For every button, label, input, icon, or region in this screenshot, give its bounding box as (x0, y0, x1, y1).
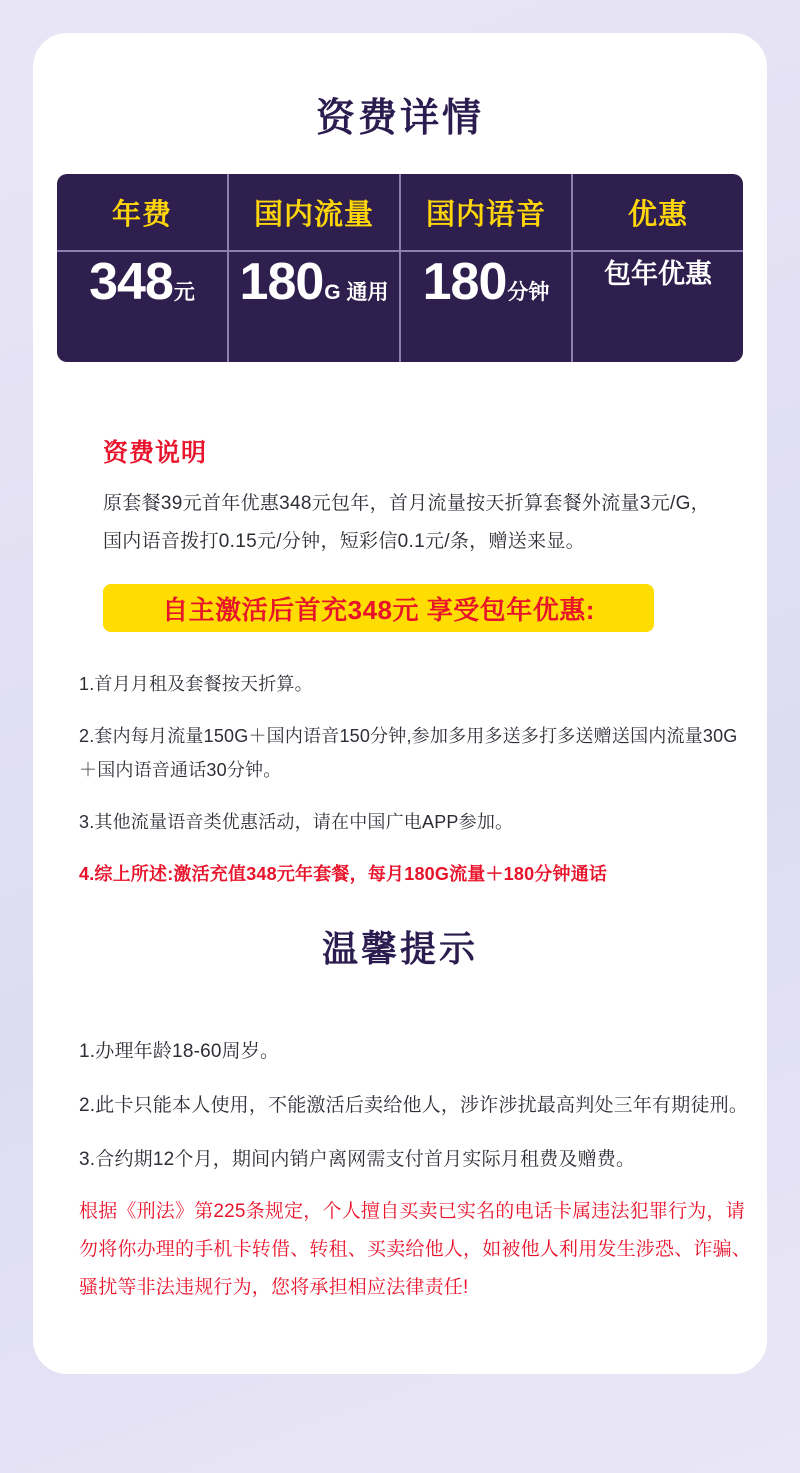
fee-table (57, 174, 743, 362)
fee-note-line-2: 国内语音拨打0.15元/分钟，短彩信0.1元/条，赠送来显。 (103, 531, 585, 552)
fee-value-annual-unit: 元 (173, 281, 195, 304)
fee-value-discount (571, 252, 743, 362)
fee-value-annual (57, 252, 227, 362)
fee-header-voice: 国内语音 (399, 174, 571, 250)
tip-item-1: 1.办理年龄18-60周岁。 (79, 1041, 280, 1062)
fee-value-annual-number: 348 (89, 253, 173, 311)
note-item-3: 3.其他流量语音类优惠活动，请在中国广电APP参加。 (79, 812, 514, 832)
activation-highlight-banner: 自主激活后首充348元 享受包年优惠: (103, 584, 654, 632)
note-item-4-emphasis: 4.综上所述:激活充值348元年套餐，每月180G流量＋180分钟通话 (79, 864, 608, 884)
fee-value-voice (399, 252, 571, 362)
fee-header-data: 国内流量 (227, 174, 399, 250)
fee-value-data (227, 252, 399, 362)
note-item-2: 2.套内每月流量150G＋国内语音150分钟,参加多用多送多打多送赠送国内流量30G＋国内语音通话30分钟。 (79, 726, 738, 780)
legal-warning-text: 根据《刑法》第225条规定，个人擅自买卖已实名的电话卡属违法犯罪行为，请勿将你办理的手机卡转借、转租、买卖给他人，如被他人利用发生涉恐、诈骗、骚扰等非法违规行为，您将承担相应法律责任! (79, 1201, 752, 1298)
fee-note-line-1: 原套餐39元首年优惠348元包年，首月流量按天折算套餐外流量3元/G， (103, 493, 710, 514)
note-item-1: 1.首月月租及套餐按天折算。 (79, 674, 313, 694)
fee-table-value-row (57, 252, 743, 362)
tips-title: 温馨提示 (321, 928, 478, 969)
fee-note-label: 资费说明 (103, 439, 208, 467)
fee-note-body (103, 485, 723, 561)
note-list (79, 667, 739, 909)
tip-item-3: 3.合约期12个月，期间内销户离网需支付首月实际月租费及赠费。 (79, 1149, 636, 1170)
fee-header-discount: 优惠 (571, 174, 743, 250)
fee-value-voice-number: 180 (422, 253, 507, 311)
fee-value-data-unit: G 通用 (324, 281, 389, 304)
tips-list (79, 1033, 749, 1195)
fee-value-voice-unit: 分钟 (507, 281, 550, 304)
fee-table-header-row (57, 174, 743, 252)
tip-item-2: 2.此卡只能本人使用，不能激活后卖给他人，涉诈涉扰最高判处三年有期徒刑。 (79, 1095, 749, 1116)
content-card (33, 33, 767, 1374)
page-title: 资费详情 (315, 97, 484, 140)
fee-value-data-number: 180 (239, 253, 324, 311)
fee-value-discount-text: 包年优惠 (604, 259, 712, 289)
fee-header-annual: 年费 (111, 198, 172, 231)
